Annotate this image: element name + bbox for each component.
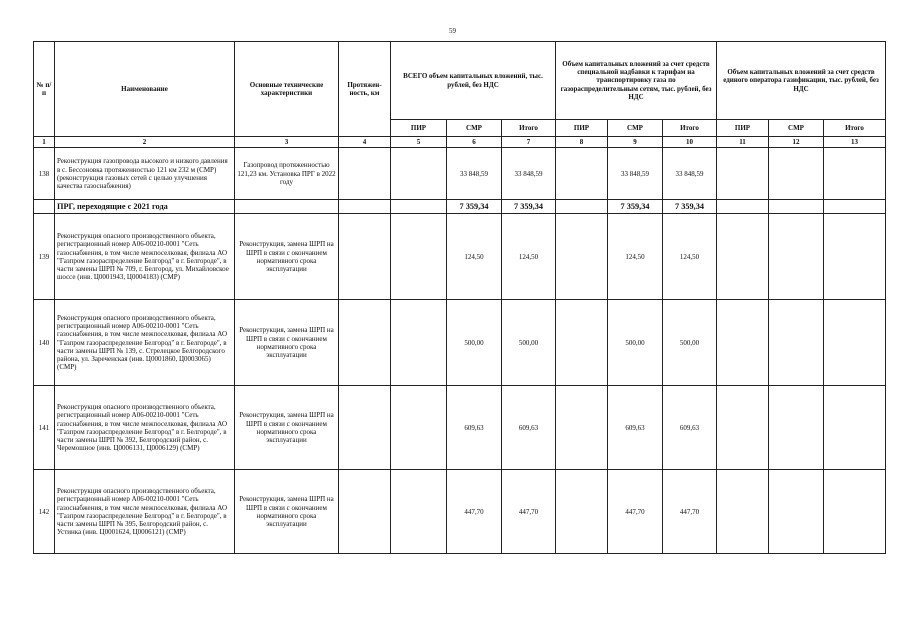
table-body <box>34 148 886 554</box>
value-cell: 447,70 <box>663 470 717 554</box>
table-row <box>34 300 886 386</box>
value-cell <box>556 386 608 470</box>
value-cell <box>824 386 886 470</box>
column-number-cell: 9 <box>608 137 663 148</box>
value-cell <box>556 470 608 554</box>
value-cell: 124,50 <box>447 214 502 300</box>
value-cell <box>391 300 447 386</box>
column-number-cell: 2 <box>55 137 235 148</box>
column-number-cell: 5 <box>391 137 447 148</box>
value-cell: 500,00 <box>663 300 717 386</box>
value-cell <box>717 200 769 214</box>
value-cell: 609,63 <box>447 386 502 470</box>
value-cell <box>769 148 824 200</box>
length-cell <box>339 470 391 554</box>
name-cell: Реконструкция опасного производственного объекта, регистрационный номер А06-00210-0001 "Сеть газоснабжения, в том числе межпоселковая, филиала АО "Газпром газораспределение Белгород" в г. Белгороде", в части замены ШРП № 139, с. Стрелецкое Белгородского района, ул. Зареченская (инв. Ц0001860, Ц0003065) (СМР) <box>55 300 235 386</box>
value-cell <box>717 214 769 300</box>
value-cell <box>556 300 608 386</box>
value-cell: 500,00 <box>447 300 502 386</box>
value-cell: 447,70 <box>447 470 502 554</box>
value-cell <box>824 148 886 200</box>
value-cell <box>824 300 886 386</box>
header-col-name: Наименование <box>55 42 235 137</box>
tech-cell <box>235 200 339 214</box>
value-cell <box>391 214 447 300</box>
value-cell <box>824 470 886 554</box>
table-row <box>34 470 886 554</box>
value-cell: 124,50 <box>608 214 663 300</box>
value-cell <box>769 214 824 300</box>
group-title-cell: ПРГ, переходящие с 2021 года <box>55 200 235 214</box>
page-number: 59 <box>449 27 456 35</box>
row-number-cell: 140 <box>34 300 55 386</box>
value-cell: 33 848,59 <box>502 148 556 200</box>
value-cell: 124,50 <box>663 214 717 300</box>
row-number-cell: 139 <box>34 214 55 300</box>
header-col-number: № п/п <box>34 42 55 137</box>
column-number-cell: 3 <box>235 137 339 148</box>
column-number-row <box>34 137 886 148</box>
value-cell: 447,70 <box>608 470 663 554</box>
tech-cell: Реконструкция, замена ШРП на ШРП в связи с окончанием нормативного срока эксплуатации <box>235 470 339 554</box>
value-cell: 447,70 <box>502 470 556 554</box>
value-cell <box>717 148 769 200</box>
table-row <box>34 214 886 300</box>
value-cell <box>769 386 824 470</box>
subheader-cell: СМР <box>608 120 663 137</box>
header-group-total: ВСЕГО объем капитальных вложений, тыс. рублей, без НДС <box>391 42 556 120</box>
tech-cell: Реконструкция, замена ШРП на ШРП в связи с окончанием нормативного срока эксплуатации <box>235 386 339 470</box>
tech-cell: Газопровод протяженностью 121,23 км. Установка ПРГ в 2022 году <box>235 148 339 200</box>
row-number-cell: 138 <box>34 148 55 200</box>
group-row <box>34 200 886 214</box>
investment-table <box>33 41 886 554</box>
length-cell <box>339 200 391 214</box>
name-cell: Реконструкция опасного производственного объекта, регистрационный номер А06-00210-0001 "Сеть газоснабжения, в том числе межпоселковая, филиала АО "Газпром газораспределение Белгород" в г. Белгороде", в части замены ШРП № 392, Белгородский район, с. Черемошное (инв. Ц0006131, Ц0006129) (СМР) <box>55 386 235 470</box>
row-number-cell <box>34 200 55 214</box>
column-number-cell: 10 <box>663 137 717 148</box>
value-cell: 609,63 <box>502 386 556 470</box>
value-cell <box>769 300 824 386</box>
column-number-cell: 4 <box>339 137 391 148</box>
value-cell <box>391 386 447 470</box>
row-number-cell: 141 <box>34 386 55 470</box>
value-cell <box>391 470 447 554</box>
column-number-cell: 7 <box>502 137 556 148</box>
value-cell <box>391 200 447 214</box>
header-col-tech: Основные технические характеристики <box>235 42 339 137</box>
value-cell <box>769 200 824 214</box>
value-cell <box>824 214 886 300</box>
column-number-cell: 1 <box>34 137 55 148</box>
value-cell <box>391 148 447 200</box>
name-cell: Реконструкция газопровода высокого и низкого давления в с. Бессоновка протяженностью 121 км 232 м (СМР) (реконструкция газовых сетей с целью улучшения качества газоснабжения) <box>55 148 235 200</box>
tech-cell: Реконструкция, замена ШРП на ШРП в связи с окончанием нормативного срока эксплуатации <box>235 300 339 386</box>
table-row <box>34 148 886 200</box>
table-row <box>34 386 886 470</box>
subheader-cell: Итого <box>824 120 886 137</box>
subheader-cell: ПИР <box>717 120 769 137</box>
name-cell: Реконструкция опасного производственного объекта, регистрационный номер А06-00210-0001 "Сеть газоснабжения, в том числе межпоселковая, филиала АО "Газпром газораспределение Белгород" в г. Белгороде", в части замены ШРП № 395, Белгородский район, с. Устинка (инв. Ц0001624, Ц0006121) (СМР) <box>55 470 235 554</box>
value-cell <box>824 200 886 214</box>
column-number-cell: 12 <box>769 137 824 148</box>
value-cell: 33 848,59 <box>447 148 502 200</box>
value-cell: 33 848,59 <box>608 148 663 200</box>
value-cell: 7 359,34 <box>447 200 502 214</box>
header-group-special: Объем капитальных вложений за счет средств специальной надбавки к тарифам на транспортировку газа по газораспределительным сетям, тыс. рублей, без НДС <box>556 42 717 120</box>
subheader-cell: ПИР <box>556 120 608 137</box>
value-cell <box>556 200 608 214</box>
length-cell <box>339 214 391 300</box>
value-cell <box>717 386 769 470</box>
value-cell <box>556 214 608 300</box>
row-number-cell: 142 <box>34 470 55 554</box>
value-cell <box>717 300 769 386</box>
value-cell: 609,63 <box>663 386 717 470</box>
tech-cell: Реконструкция, замена ШРП на ШРП в связи с окончанием нормативного срока эксплуатации <box>235 214 339 300</box>
length-cell <box>339 148 391 200</box>
header-group-operator: Объем капитальных вложений за счет средств единого оператора газификации, тыс. рублей, без НДС <box>717 42 886 120</box>
subheader-cell: СМР <box>769 120 824 137</box>
column-number-cell: 6 <box>447 137 502 148</box>
subheader-cell: СМР <box>447 120 502 137</box>
value-cell: 7 359,34 <box>608 200 663 214</box>
header-col-length: Протяжен-ность, км <box>339 42 391 137</box>
subheader-cell: Итого <box>502 120 556 137</box>
subheader-cell: Итого <box>663 120 717 137</box>
name-cell: Реконструкция опасного производственного объекта, регистрационный номер А06-00210-0001 "Сеть газоснабжения, в том числе межпоселковая, филиала АО "Газпром газораспределение Белгород" в г. Белгороде", в части замены ШРП № 709, г. Белгород, ул. Михайловское шоссе (инв. Ц0001943, Ц0004183) (СМР) <box>55 214 235 300</box>
value-cell: 500,00 <box>502 300 556 386</box>
column-number-cell: 13 <box>824 137 886 148</box>
column-number-cell: 8 <box>556 137 608 148</box>
value-cell: 609,63 <box>608 386 663 470</box>
length-cell <box>339 300 391 386</box>
value-cell: 500,00 <box>608 300 663 386</box>
value-cell: 124,50 <box>502 214 556 300</box>
value-cell: 33 848,59 <box>663 148 717 200</box>
length-cell <box>339 386 391 470</box>
subheader-cell: ПИР <box>391 120 447 137</box>
value-cell <box>769 470 824 554</box>
value-cell: 7 359,34 <box>663 200 717 214</box>
column-number-cell: 11 <box>717 137 769 148</box>
value-cell: 7 359,34 <box>502 200 556 214</box>
value-cell <box>717 470 769 554</box>
value-cell <box>556 148 608 200</box>
